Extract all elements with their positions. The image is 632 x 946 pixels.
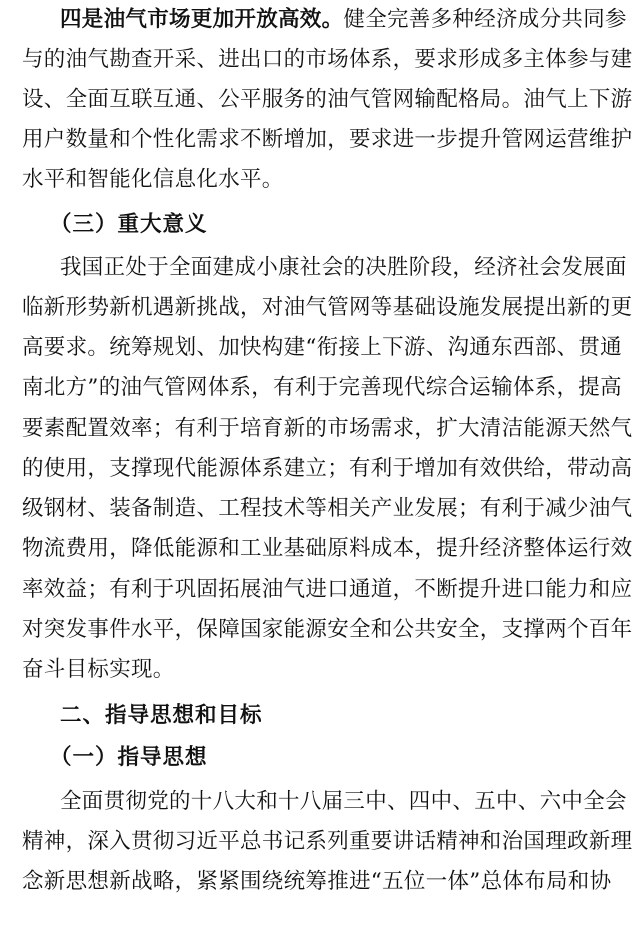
paragraph-3-line-3: 念新思想新战略，紧紧围绕统筹推进“五位一体”总体布局和协	[22, 869, 612, 894]
paragraph-2-line-8: 物流费用，降低能源和工业基础原料成本，提升经济整体运行效	[22, 536, 632, 561]
paragraph-2-line-11: 奋斗目标实现。	[22, 657, 175, 682]
paragraph-2-line-10: 对突发事件水平，保障国家能源安全和公共安全，支撑两个百年	[22, 617, 632, 642]
paragraph-1-lead: 四是油气市场更加开放高效。	[60, 7, 344, 32]
subsection-heading-significance: （三）重大意义	[50, 212, 208, 237]
paragraph-1-line-2: 与的油气勘查开采、进出口的市场体系，要求形成多主体参与建	[22, 47, 632, 72]
paragraph-3-line-2: 精神，深入贯彻习近平总书记系列重要讲话精神和治国理政新理	[22, 829, 632, 854]
section-heading-guiding-and-goals: 二、指导思想和目标	[60, 703, 263, 728]
paragraph-2-line-3: 高要求。统筹规划、加快构建“衔接上下游、沟通东西部、贯通	[22, 335, 622, 360]
paragraph-1-line-1	[60, 0, 627, 40]
paragraph-2-line-1: 我国正处于全面建成小康社会的决胜阶段，经济社会发展面	[60, 255, 627, 280]
paragraph-2-line-7: 级钢材、装备制造、工程技术等相关产业发展；有利于减少油气	[22, 496, 632, 521]
paragraph-2-line-9: 率效益；有利于巩固拓展油气进口通道，不断提升进口能力和应	[22, 577, 632, 602]
paragraph-1-line-4: 用户数量和个性化需求不断增加，要求进一步提升管网运营维护	[22, 127, 632, 152]
paragraph-2-line-2: 临新形势新机遇新挑战，对油气管网等基础设施发展提出新的更	[22, 295, 632, 320]
paragraph-2-line-4: 南北方”的油气管网体系，有利于完善现代综合运输体系，提高	[22, 375, 622, 400]
paragraph-2-line-5: 要素配置效率；有利于培育新的市场需求，扩大清洁能源天然气	[22, 416, 632, 441]
paragraph-3-line-1: 全面贯彻党的十八大和十八届三中、四中、五中、六中全会	[60, 789, 627, 814]
subsection-heading-guiding-thought: （一）指导思想	[50, 745, 208, 770]
paragraph-2-line-6: 的使用，支撑现代能源体系建立；有利于增加有效供给，带动高	[22, 456, 632, 481]
paragraph-1-first-rest: 健全完善多种经济成分共同参	[343, 7, 627, 32]
paragraph-1-line-5: 水平和智能化信息化水平。	[22, 167, 284, 192]
paragraph-1-line-3: 设、全面互联互通、公平服务的油气管网输配格局。油气上下游	[22, 87, 632, 112]
